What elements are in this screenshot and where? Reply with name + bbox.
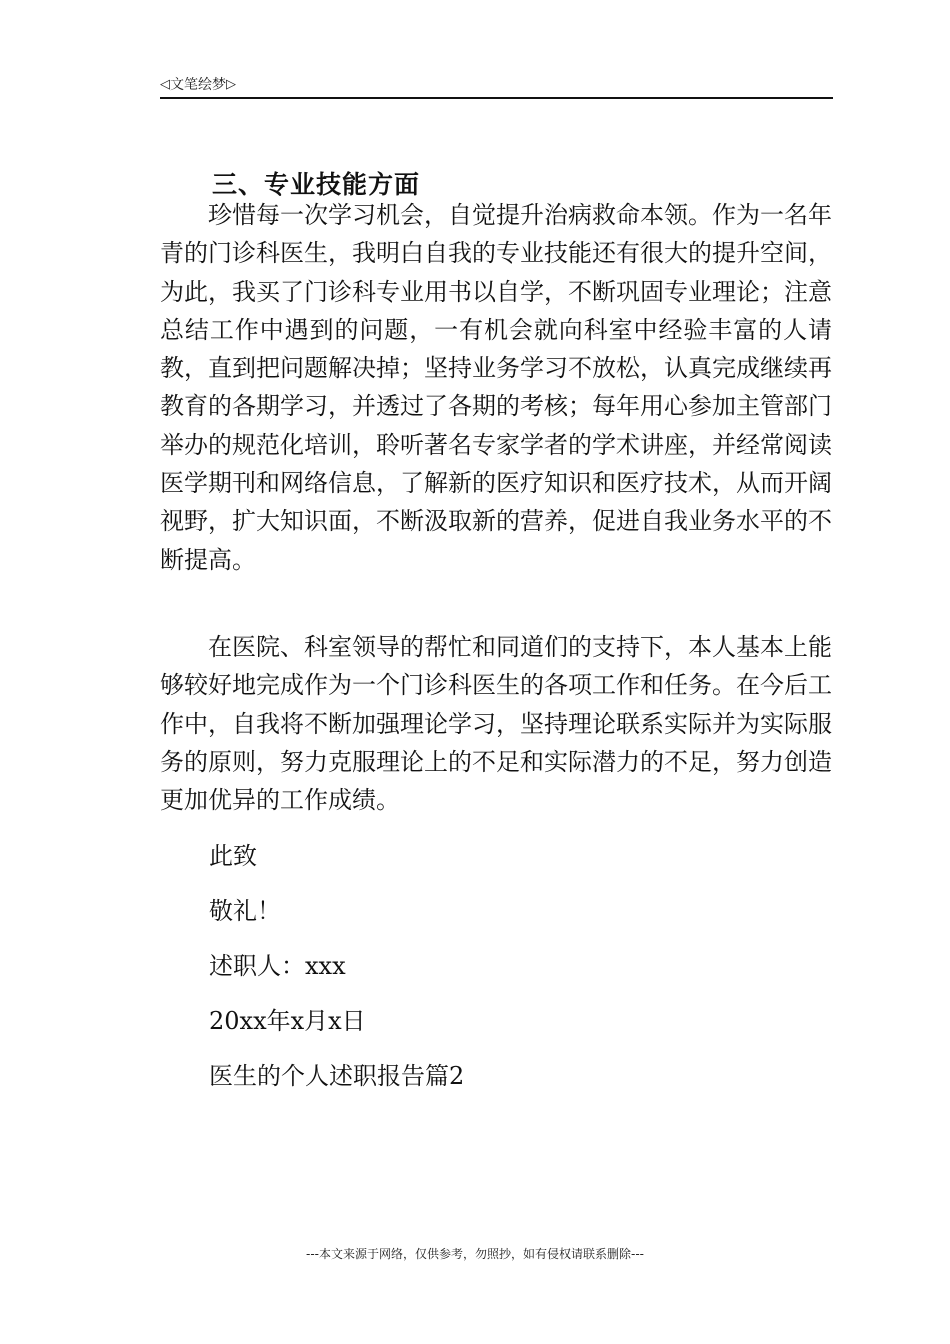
signer-line: 述职人：xxx [209, 952, 346, 980]
body-paragraph-2: 在医院、科室领导的帮忙和同道们的支持下，本人基本上能够较好地完成作为一个门诊科医生的各项工作和任务。在今后工作中，自我将不断加强理论学习，坚持理论联系实际并为实际服务的原则，努力克服理论上的不足和实际潜力的不足，努力创造更加优异的工作成绩。 [160, 633, 832, 815]
body-paragraph-1: 珍惜每一次学习机会，自觉提升治病救命本领。作为一名年青的门诊科医生，我明白自我的专业技能还有很大的提升空间，为此，我买了门诊科专业用书以自学，不断巩固专业理论；注意总结工作中遇到的问题，一有机会就向科室中经验丰富的人请教，直到把问题解决掉；坚持业务学习不放松，认真完成继续再教育的各期学习，并透过了各期的考核；每年用心参加主管部门举办的规范化培训，聆听著名专家学者的学术讲座，并经常阅读医学期刊和网络信息，了解新的医疗知识和医疗技术，从而开阔视野，扩大知识面，不断汲取新的营养，促进自我业务水平的不断提高。 [160, 201, 832, 574]
footer-notice: ---本文来源于网络，仅供参考，勿照抄，如有侵权请联系删除--- [306, 1247, 644, 1261]
triangle-left-icon: ◁ [160, 77, 170, 92]
header-title: 文笔绘梦 [170, 77, 226, 93]
header-rule [160, 97, 833, 99]
closing-salutation: 此致 [209, 842, 257, 870]
date-line: 20xx年x月x日 [209, 1007, 366, 1035]
page-header [160, 74, 833, 96]
section-heading: 三、专业技能方面 [212, 170, 421, 199]
triangle-right-icon: ▷ [226, 77, 236, 92]
closing-regards: 敬礼！ [209, 897, 281, 925]
next-section-title: 医生的个人述职报告篇2 [209, 1062, 465, 1090]
